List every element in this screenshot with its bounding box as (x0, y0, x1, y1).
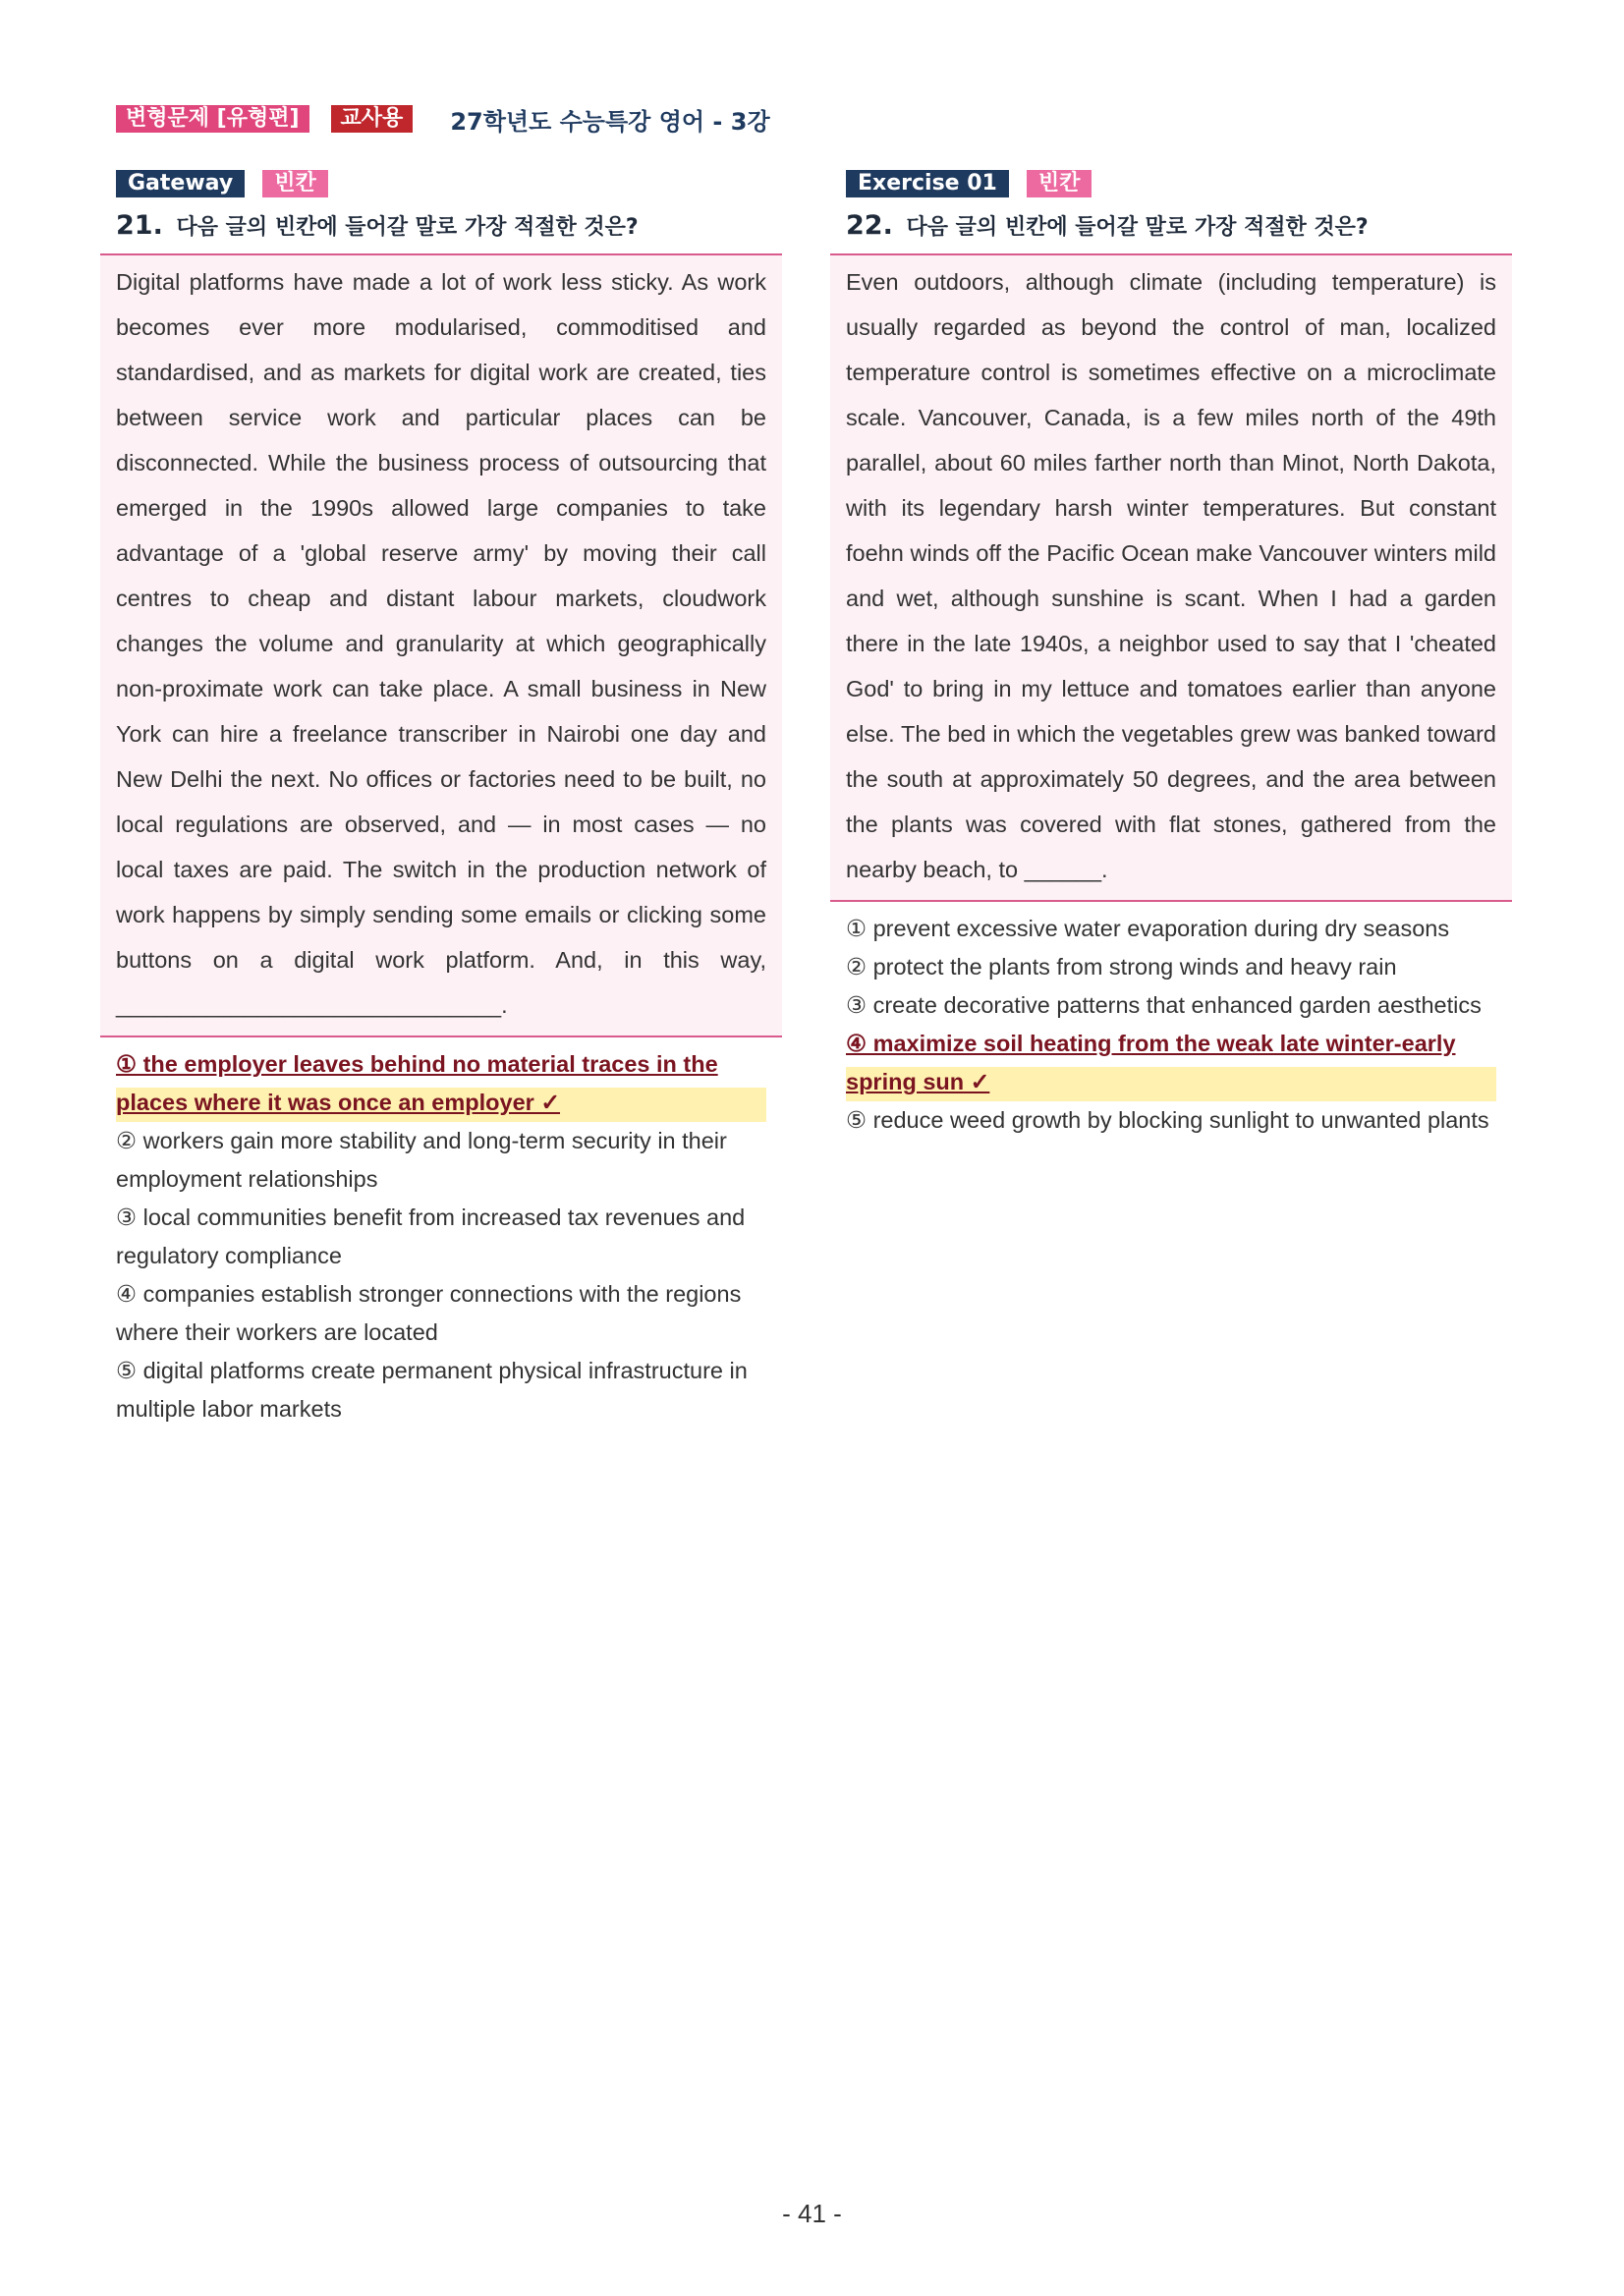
course-title: 27학년도 수능특강 영어 - 3강 (450, 107, 770, 136)
answer-option-correct[interactable]: ④ maximize soil heating from the weak late winter-early spring sun ✓ (846, 1025, 1496, 1101)
answer-option-correct[interactable]: ① the employer leaves behind no material traces in the places where it was once an employer ✓ (116, 1045, 766, 1122)
question-22-options (830, 902, 1512, 1140)
question-21-column (100, 169, 782, 1428)
question-text: 다음 글의 빈칸에 들어갈 말로 가장 적절한 것은? (176, 215, 639, 240)
answer-option[interactable]: ② protect the plants from strong winds and heavy rain (846, 954, 1397, 980)
question-21-options (100, 1037, 782, 1428)
answer-option[interactable]: ② workers gain more stability and long-term security in their employment relationships (116, 1128, 727, 1192)
answer-option[interactable]: ① prevent excessive water evaporation during dry seasons (846, 916, 1450, 941)
question-22-passage: Even outdoors, although climate (including temperature) is usually regarded as beyond the control of man, localized temperature control is sometimes effective on a microclimate scale. Vancouver, Canada, is a few miles north of the 49th parallel, about 60 miles farther north than Minot, North Dakota, with its legendary harsh winter temperatures. But constant foehn winds off the Pacific Ocean make Vancouver winters mild and wet, although sunshine is scant. When I had a garden there in the late 1940s, a neighbor used to say that I 'cheated God' to bring in my lettuce and tomatoes earlier than anyone else. The bed in which the vegetables grew was banked toward the south at approximately 50 degrees, and the area between the plants was covered with flat stones, gathered from the nearby beach, to ______. (830, 253, 1512, 902)
section-badge: Exercise 01 (846, 170, 1009, 197)
answer-option[interactable]: ③ local communities benefit from increased tax revenues and regulatory compliance (116, 1204, 746, 1268)
answer-option[interactable]: ④ companies establish stronger connections with the regions where their workers are located (116, 1281, 742, 1345)
question-kind-badge: 빈칸 (262, 170, 328, 197)
answer-option[interactable]: ③ create decorative patterns that enhanced garden aesthetics (846, 992, 1482, 1018)
question-number: 22. (846, 210, 893, 241)
section-badge: Gateway (116, 170, 245, 197)
teacher-edition-tag: 교사용 (331, 105, 414, 133)
question-21-prompt (100, 208, 782, 244)
question-number: 21. (116, 210, 163, 241)
answer-option[interactable]: ⑤ reduce weed growth by blocking sunlight to unwanted plants (846, 1107, 1489, 1133)
page-number: - 41 - (782, 2199, 842, 2228)
question-22-badges (830, 169, 1512, 198)
question-22-prompt (830, 208, 1512, 244)
page-header (116, 104, 770, 134)
question-text: 다음 글의 빈칸에 들어갈 말로 가장 적절한 것은? (906, 215, 1369, 240)
question-21-passage: Digital platforms have made a lot of work less sticky. As work becomes ever more modularised, commoditised and standardised, and as markets for digital work are created, ties between service work and particular places can be disconnected. While the business process of outsourcing that emerged in the 1990s allowed large companies to take advantage of a 'global reserve army' by moving their call centres to cheap and distant labour markets, cloudwork changes the volume and granularity at which geographically non-proximate work can take place. A small business in New York can hire a freelance transcriber in Nairobi one day and New Delhi the next. No offices or factories need to be built, no local regulations are observed, and — in most cases — no local taxes are paid. The switch in the production network of work happens by simply sending some emails or clicking some buttons on a digital work platform. And, in this way, ______________________________. (100, 253, 782, 1037)
answer-option[interactable]: ⑤ digital platforms create permanent physical infrastructure in multiple labor markets (116, 1358, 748, 1422)
question-21-badges (100, 169, 782, 198)
question-type-tag: 변형문제 [유형편] (116, 105, 309, 133)
question-kind-badge: 빈칸 (1027, 170, 1092, 197)
question-22-column (830, 169, 1512, 1140)
